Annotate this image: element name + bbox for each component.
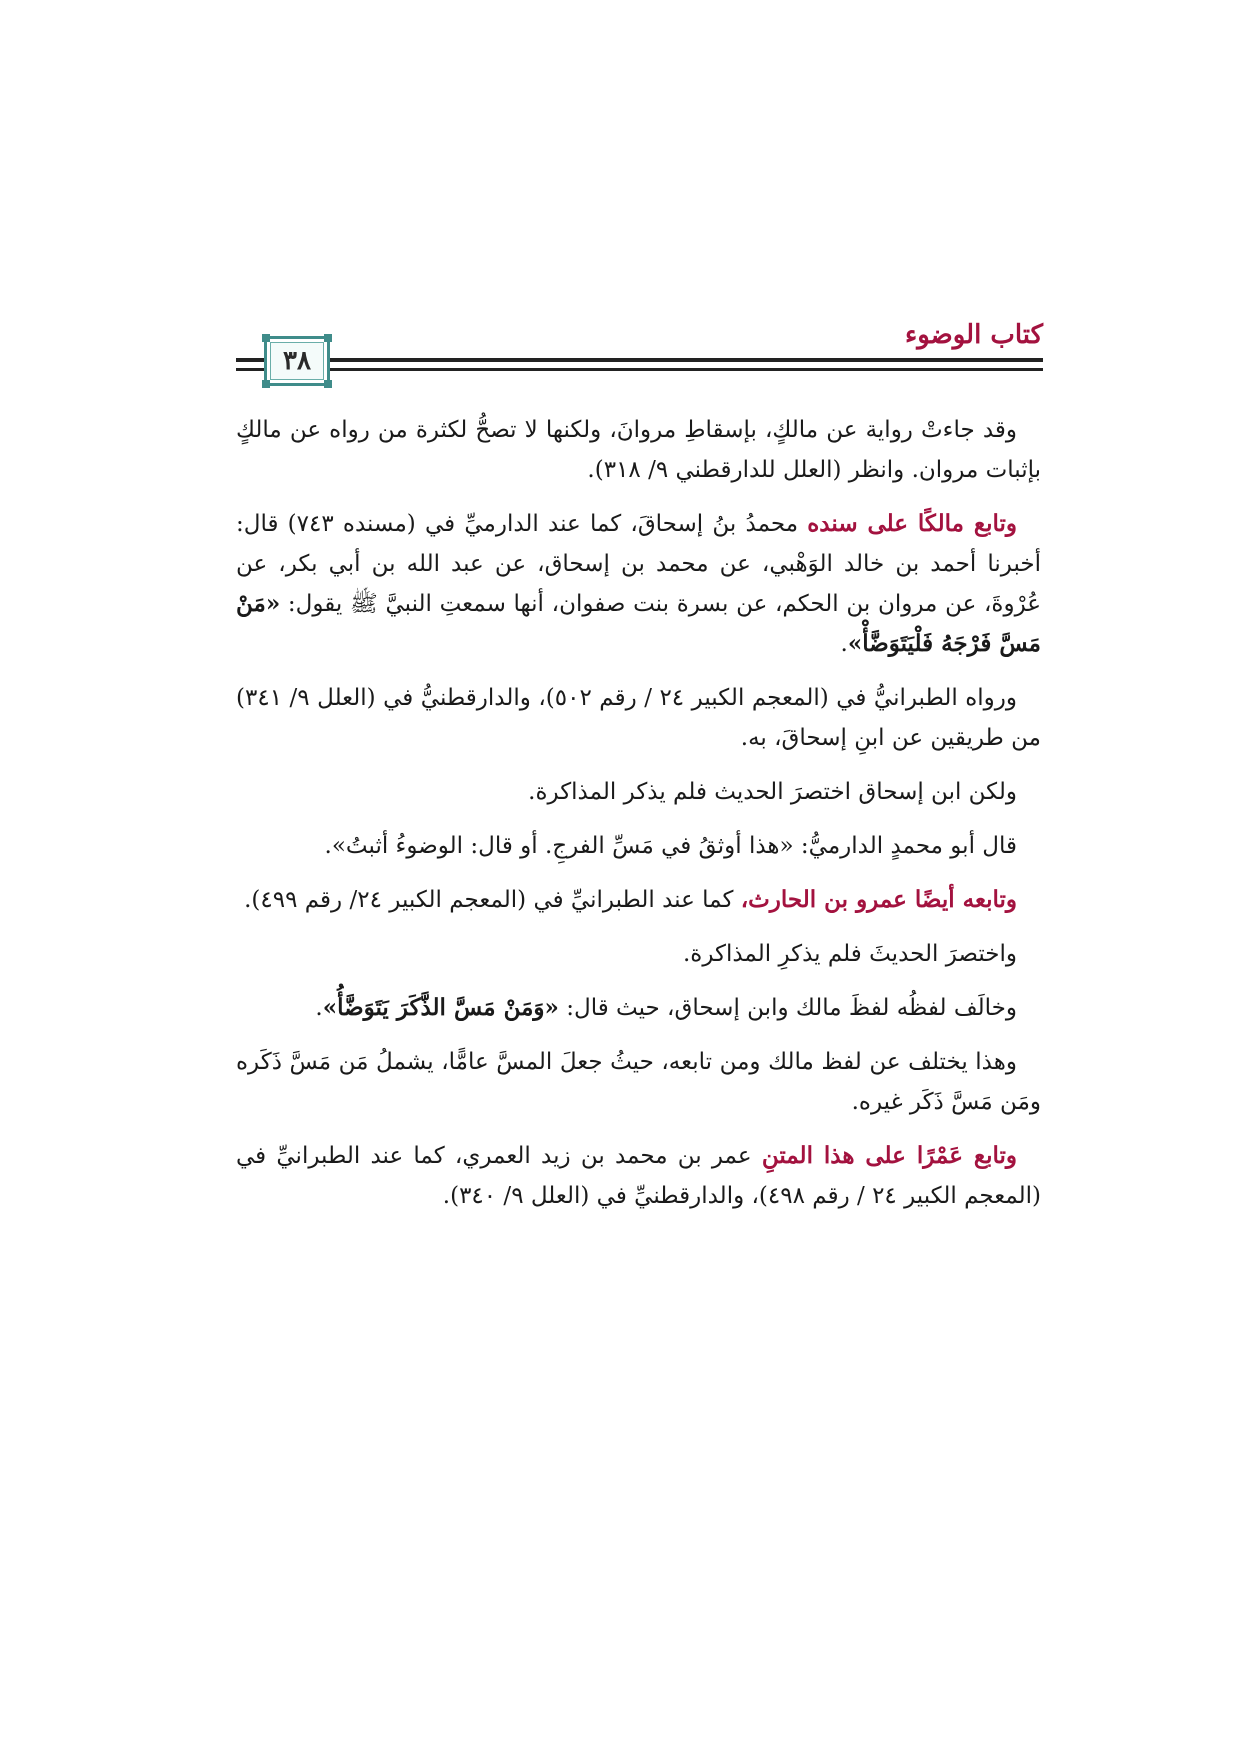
paragraph-1 — [236, 410, 1041, 490]
ornament-icon — [262, 380, 270, 388]
paragraph-text: ولكن ابن إسحاق اختصرَ الحديث فلم يذكر المذاكرة. — [528, 779, 1017, 805]
paragraph-text: كما عند الطبرانيِّ في (المعجم الكبير ٢٤/ رقم ٤٩٩). — [244, 887, 741, 913]
header-rule-top — [236, 358, 1043, 362]
page-number-badge — [264, 336, 330, 386]
ornament-icon — [262, 334, 270, 342]
ornament-icon — [324, 334, 332, 342]
hadith-quote: «مَنْ مَسَّ فَرْجَهُ فَلْيَتَوَضَّأْ» — [236, 590, 1041, 657]
paragraph-text: وقد جاءتْ رواية عن مالكٍ، بإسقاطِ مروانَ، ولكنها لا تصحُّ لكثرة من رواه عن مالكٍ بإثبات مروان. وانظر (العلل للدارقطني ٩/ ٣١٨). — [236, 417, 1041, 483]
paragraph-5 — [236, 826, 1041, 866]
body-text — [236, 410, 1041, 1230]
paragraph-text: وخالَف لفظُه لفظَ مالك وابن إسحاق، حيث قال: — [558, 995, 1017, 1021]
paragraph-lead: وتابع مالكًا على سنده — [807, 510, 1017, 537]
paragraph-lead: وتابع عَمْرًا على هذا المتنِ — [761, 1142, 1017, 1169]
paragraph-6 — [236, 880, 1041, 920]
header-rule-bottom — [236, 368, 1043, 371]
paragraph-4 — [236, 772, 1041, 812]
hadith-quote: «وَمَنْ مَسَّ الذَّكَرَ يَتَوَضَّأُ» — [322, 994, 559, 1021]
paragraph-9 — [236, 1042, 1041, 1122]
paragraph-7 — [236, 934, 1041, 974]
paragraph-10 — [236, 1136, 1041, 1216]
paragraph-text: قال أبو محمدٍ الدارميُّ: «هذا أوثقُ في مَسِّ الفرجِ. أو قال: الوضوءُ أثبتُ». — [324, 833, 1017, 859]
page-header — [236, 316, 1043, 388]
paragraph-text: عمر بن محمد بن زيد العمري، كما عند الطبرانيِّ في (المعجم الكبير ٢٤ / رقم ٤٩٨)، والدارقطنيِّ في (العلل ٩/ ٣٤٠). — [236, 1143, 1041, 1209]
chapter-title: كتاب الوضوء — [905, 320, 1043, 350]
paragraph-text: وهذا يختلف عن لفظ مالك ومن تابعه، حيثُ جعلَ المسَّ عامًّا، يشملُ مَن مَسَّ ذَكَره ومَن مَسَّ ذَكَر غيره. — [236, 1049, 1041, 1115]
paragraph-text: محمدُ بنُ إسحاقَ، كما عند الدارميِّ في (مسنده ٧٤٣) قال: أخبرنا أحمد بن خالد الوَهْبي، عن محمد بن إسحاق، عن عبد الله بن أبي بكر، عن عُرْوةَ، عن مروان بن الحكم، عن بسرة بنت صفوان، أنها سمعتِ النبيَّ ﷺ يقول: — [236, 511, 1041, 617]
paragraph-tail: . — [315, 995, 323, 1021]
paragraph-8 — [236, 988, 1041, 1028]
paragraph-2 — [236, 504, 1041, 664]
page-number: ٣٨ — [270, 342, 324, 380]
paragraph-lead: وتابعه أيضًا عمرو بن الحارث، — [740, 886, 1017, 913]
ornament-icon — [324, 380, 332, 388]
paragraph-text: واختصرَ الحديثَ فلم يذكرِ المذاكرة. — [682, 941, 1017, 967]
paragraph-3 — [236, 678, 1041, 758]
paragraph-tail: . — [840, 631, 848, 657]
paragraph-text: ورواه الطبرانيُّ في (المعجم الكبير ٢٤ / رقم ٥٠٢)، والدارقطنيُّ في (العلل ٩/ ٣٤١) من طريقين عن ابنِ إسحاقَ، به. — [236, 685, 1041, 751]
